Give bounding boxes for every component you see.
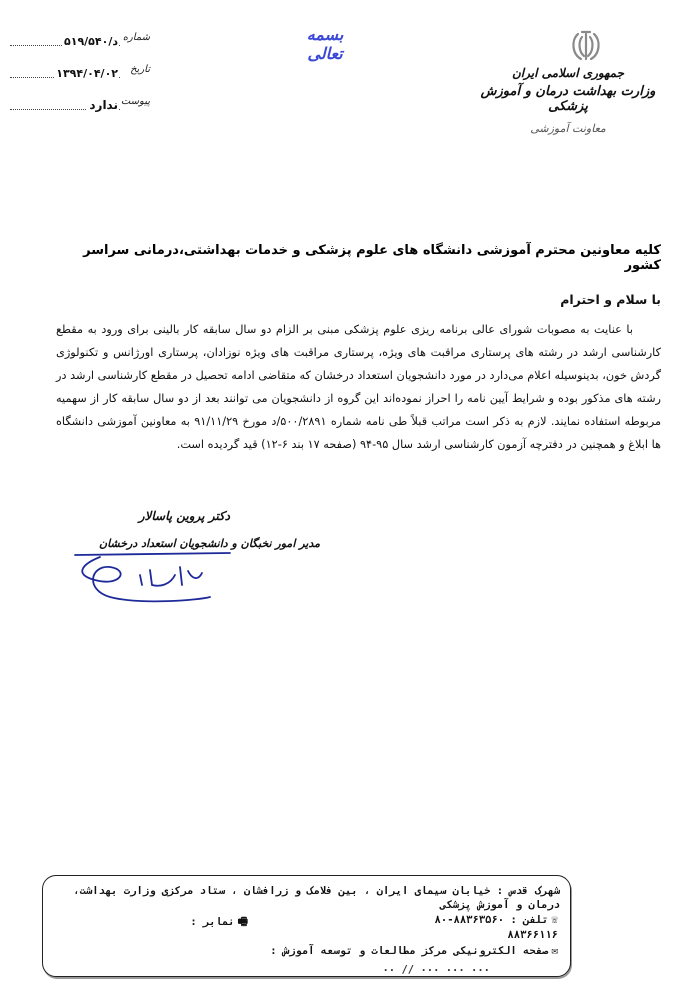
envelope-icon: ✉ (551, 944, 558, 957)
letter-number-row (10, 30, 150, 52)
letter-attachment-value: ندارد (89, 98, 118, 112)
organization-header (473, 66, 663, 135)
footer-contact-row (53, 913, 558, 927)
letter-body (56, 318, 661, 456)
letter-date-row (10, 62, 150, 84)
footer-website (270, 944, 558, 957)
letter-addressee: کلیه معاونین محترم آموزشی دانشگاه های علوم پزشکی و خدمات بهداشتی،درمانی سراسر کشور (83, 243, 661, 273)
footer-address: شهرک قدس : خیابان سیمای ایران ، بین فلامک و زرافشان ، ستاد مرکزی وزارت بهداشت، درمان و آموزش پزشکی (73, 885, 560, 911)
letter-number-label: شماره (122, 32, 150, 43)
letter-date-value: ۱۳۹۴/۰۴/۰۲ (56, 67, 118, 80)
phone-label: تلفن : (510, 914, 549, 926)
handwritten-signature-icon (70, 535, 240, 605)
ministry-name: وزارت بهداشت درمان و آموزش پزشکی (480, 84, 656, 114)
iran-emblem-icon (568, 28, 604, 64)
website-label: صفحه الکترونیکی مرکز مطالعات و توسعه آموزش : (270, 945, 549, 957)
deputy-name: معاونت آموزشی (530, 122, 606, 135)
letter-attachment-row (10, 94, 150, 116)
letter-footer (42, 875, 571, 977)
signature-block (70, 505, 320, 605)
letter-body-paragraph: با عنایت به مصوبات شورای عالی برنامه ریزی علوم پزشکی مبنی بر الزام دو سال سابقه کار بالینی برای ورود به مقطع کارشناسی ارشد در رشته های پرستاری مراقبت های ویژه، پرستاری مراقبت های ویژه نوزادان، پرستاری اورژانس و تکنولوژی گردش خون، بدینوسیله اعلام می‌دارد در مورد دانشجویان استعداد درخشان که متقاضی ادامه تحصیل در مقطع کارشناسی ارشد در رشته های مذکور بوده و شرایط آیین نامه را احراز نموده‌اند این گروه از دانشجویان می توانند بعد از دو سال سابقه کار از سهمیه مربوطه استفاده نمایند. لازم به ذکر است مراتب قبلاً طی نامه شماره ۵۰۰/۲۸۹۱/د مورخ ۹۱/۱۱/۲۹ به معاونین آموزشی دانشگاه ها ابلاغ و همچنین در دفترچه آزمون کارشناسی ارشد سال ۹۵-۹۴ (صفحه ۱۷ بند ۶-۱۲) قید گردیده است. (56, 323, 661, 451)
letter-attachment-label: پیوست (120, 96, 150, 107)
footer-phone (435, 913, 558, 926)
footer-fax (190, 913, 248, 932)
telephone-icon: ☏ (551, 913, 558, 926)
letter-number-value: د/۵۱۹/۵۴۰ (64, 35, 118, 48)
fax-label: نمابر : (190, 916, 235, 928)
fax-icon: 🖷 (237, 915, 248, 928)
signatory-name: دکتر پروین پاسالار (138, 509, 230, 523)
footer-url[interactable]: ۰۰۰ ۰۰۰ ۰۰۰ // ۰۰ (382, 964, 490, 976)
letter-greeting: با سلام و احترام (560, 292, 661, 307)
footer-phone-secondary: ۸۸۳۶۶۱۱۶ (507, 929, 558, 941)
letter-date-label: تاریخ (130, 64, 150, 75)
signatory-title: مدیر امور نخبگان و دانشجویان استعداد درخشان (99, 537, 320, 550)
phone-value: ۸۸۳۶۳۵۶۰-۸۰ (434, 914, 505, 926)
bismillah-heading: بسمه تعالی (306, 25, 344, 63)
country-name: جمهوری اسلامی ایران (511, 66, 625, 80)
